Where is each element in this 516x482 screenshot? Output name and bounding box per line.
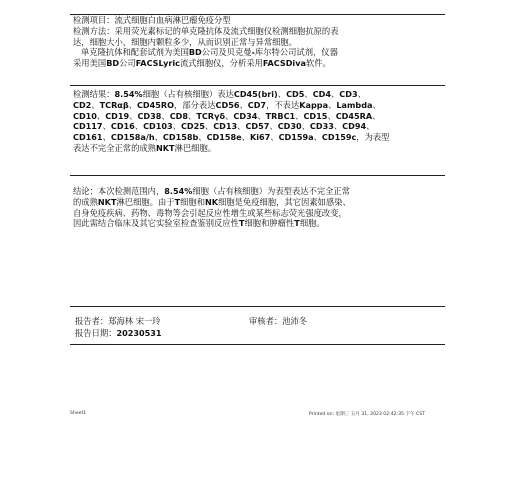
result-line: CD161、CD158a/h、CD158b、CD158e、Ki67、CD159a、CD159c，为表型 (73, 132, 390, 143)
reporter-names: 报告者：郑海林 宋一玲 (75, 316, 161, 326)
method-line: 单克隆抗体和配套试剂为美国BD公司及贝克曼-库尔特公司试剂，仪器 (81, 47, 338, 58)
report-date-label: 报告日期： (75, 328, 117, 338)
method-line: 采用美国BD公司FACSLyric流式细胞仪，分析采用FACSDiva软件。 (73, 58, 331, 69)
method-line: 达，细胞大小，细胞内颗粒多少，从而识别正常与异常细胞。 (73, 36, 298, 47)
method-line: 检测方法：采用荧光素标记的单克隆抗体及流式细胞仪检测细胞抗原的表 (73, 25, 339, 36)
signature-divider (70, 306, 445, 307)
result-line: 表达不完全正常的成熟NKT淋巴细胞。 (73, 142, 217, 153)
result-line: 检测结果：8.54%细胞（占有核细胞）表达CD45(bri)、CD5、CD4、CD3、 (73, 89, 366, 99)
result-line: CD10、CD19、CD38、CD8、TCRγδ、CD34、TRBC1、CD15、CD45RA、 (73, 110, 381, 121)
conclusion-divider (70, 175, 445, 176)
method-section (73, 15, 445, 69)
report-date (75, 327, 162, 339)
result-divider (70, 85, 445, 86)
conclusion-line: 的成熟NKT淋巴细胞。由于T细胞和NK细胞是免疫细胞，其它因素如感染、 (73, 196, 351, 207)
result-section (73, 89, 445, 154)
conclusion-line: 因此需结合临床及其它实验室检查鉴别反应性T细胞和肿瘤性T细胞。 (73, 218, 325, 229)
conclusion-line: 结论：本次检测范围内，8.54%细胞（占有核细胞）为表型表达不完全正常 (73, 186, 351, 196)
method-line: 检测项目：流式细胞白血病淋巴瘤免疫分型 (73, 15, 231, 25)
conclusion-line: 自身免疫疾病、药物、毒物等会引起反应性增生或某些标志荧光强度改变， (73, 207, 347, 218)
bottom-divider (70, 344, 445, 345)
report-date-value: 20230531 (116, 328, 162, 338)
result-line: CD2、TCRαβ、CD45RO，部分表达CD56、CD7，不表达Kappa、Lambda、 (73, 99, 381, 110)
printed-timestamp: Printed on: 星期三 五月 31, 2023 02:42:35 下午 CST (309, 412, 425, 417)
sheet-name: Sheet1 (70, 411, 87, 416)
conclusion-section (73, 186, 445, 229)
reviewer-name: 审核者：池沛冬 (249, 316, 308, 326)
result-line: CD117、CD16、CD103、CD25、CD13、CD57、CD30、CD33、CD94、 (73, 121, 375, 132)
